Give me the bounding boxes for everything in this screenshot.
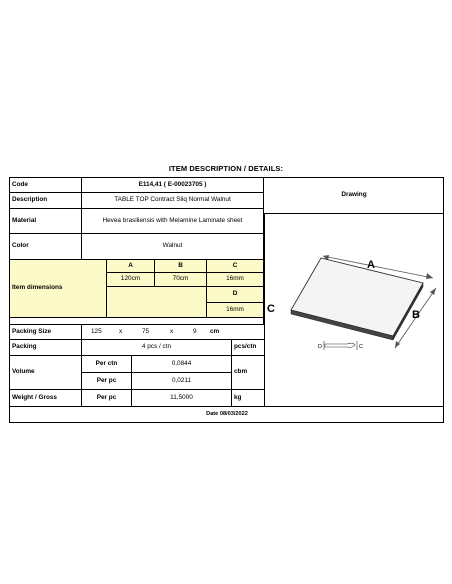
material-label: Material <box>10 209 82 234</box>
label-b: B <box>412 309 420 321</box>
spacer-row <box>10 318 264 325</box>
packing-unit-label: pcs/ctn <box>232 340 264 356</box>
material-value: Hevea brasiliensis with Melamine Laminate sheet <box>82 209 264 234</box>
arrow-a-end <box>426 273 433 279</box>
packing-length: 125 <box>91 327 102 335</box>
drawing-label: Drawing <box>264 178 444 214</box>
label-c-small: C <box>359 344 363 350</box>
volume-per-pc-label: Per pc <box>82 373 132 390</box>
packing-size-label: Packing Size <box>10 325 82 340</box>
table-top-drawing <box>263 248 443 368</box>
item-dimensions-label: Item dimensions <box>10 260 107 318</box>
volume-unit: cbm <box>232 356 264 390</box>
description-value: TABLE TOP Contract Sliq Normal Walnut <box>82 193 264 209</box>
packing-height: 9 <box>193 327 197 335</box>
dim-empty-cell <box>107 287 207 318</box>
dim-value-a: 120cm <box>107 273 155 287</box>
code-value: E114,41 ( E-00023705 ) <box>82 178 264 193</box>
packing-x-2: x <box>170 327 174 335</box>
volume-per-ctn-label: Per ctn <box>82 356 132 373</box>
weight-per-pc-label: Per pc <box>82 390 132 407</box>
dim-value-d: 16mm <box>207 303 264 318</box>
code-label: Code <box>10 178 82 193</box>
description-label: Description <box>10 193 82 209</box>
label-d: D <box>318 344 322 350</box>
packing-width: 75 <box>142 327 150 335</box>
arrow-b-start <box>430 288 436 295</box>
edge-profile-shape <box>325 343 355 347</box>
packing-x-1: x <box>119 327 123 335</box>
color-value: Walnut <box>82 234 264 260</box>
packing-unit: cm <box>210 327 220 335</box>
dim-value-c: 16mm <box>207 273 264 287</box>
dim-header-c: C <box>207 260 264 273</box>
weight-label: Weight / Gross <box>10 390 82 407</box>
packing-label: Packing <box>10 340 82 356</box>
weight-unit: kg <box>232 390 264 407</box>
volume-per-pc-value: 0,0211 <box>132 373 232 390</box>
label-a: A <box>367 259 375 271</box>
dim-header-d: D <box>207 287 264 303</box>
board-top-face <box>291 258 423 336</box>
dim-header-b: B <box>155 260 207 273</box>
date-stamp: Date 08/03/2022 <box>206 411 248 418</box>
volume-label: Volume <box>10 356 82 390</box>
label-c: C <box>267 303 275 315</box>
dim-value-b: 70cm <box>155 273 207 287</box>
volume-per-ctn-value: 0,0844 <box>132 356 232 373</box>
page-heading: ITEM DESCRIPTION / DETAILS: <box>168 164 284 173</box>
weight-value: 11,5000 <box>132 390 232 407</box>
packing-size-value <box>82 325 264 340</box>
dim-header-a: A <box>107 260 155 273</box>
packing-value: 4 pcs / ctn <box>82 340 232 356</box>
color-label: Color <box>10 234 82 260</box>
